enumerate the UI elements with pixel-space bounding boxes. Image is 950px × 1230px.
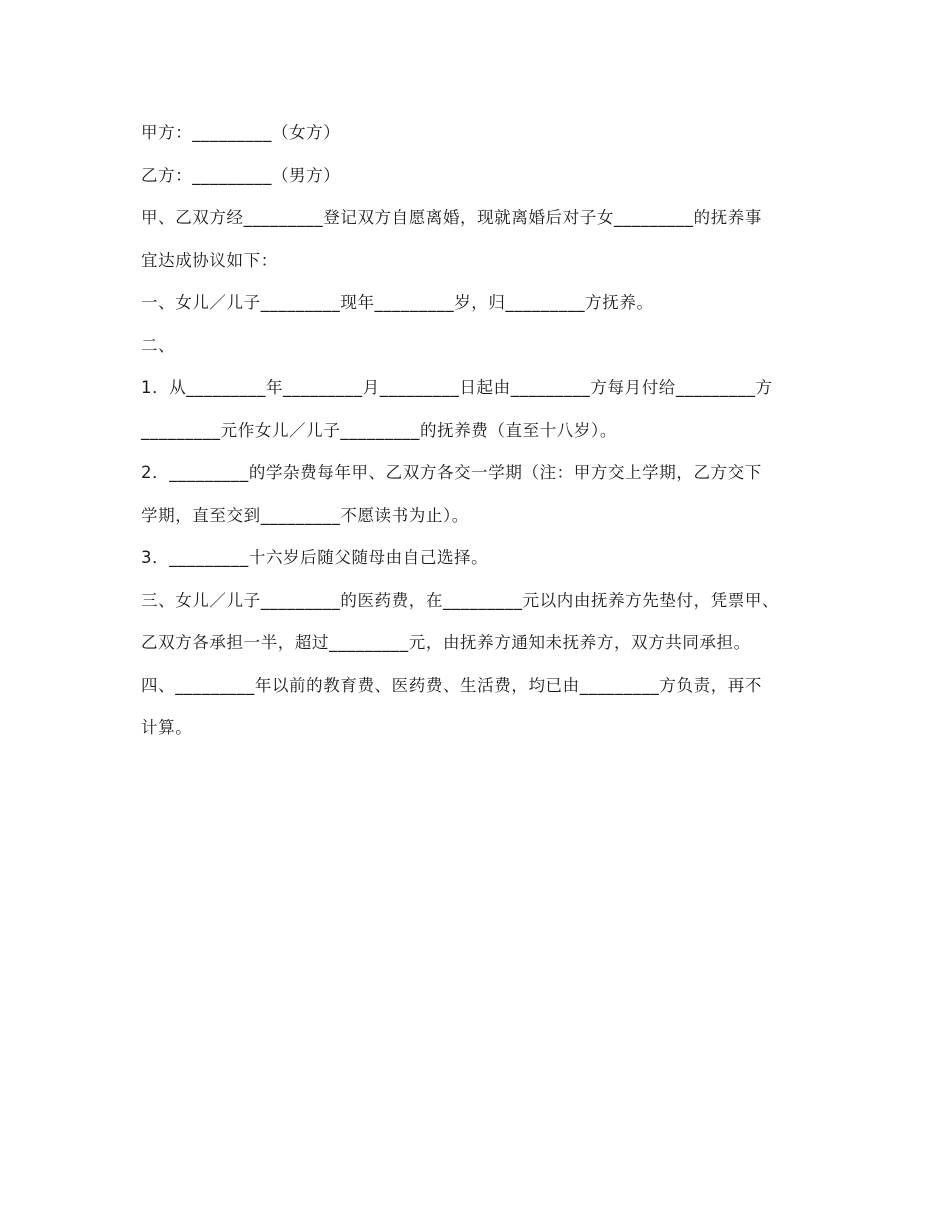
agreement-body xyxy=(141,112,831,750)
party-b-line: 乙方：_________（男方） xyxy=(141,165,341,185)
party-a-line: 甲方：_________（女方） xyxy=(141,123,341,142)
preamble-line-1: 甲、乙双方经_________登记双方自愿离婚，现就离婚后对子女_________的抚养事 xyxy=(141,208,762,227)
clause-two-item-2-line-1: 2．_________的学杂费每年甲、乙双方各交一学期（注：甲方交上学期，乙方交下 xyxy=(141,463,762,482)
preamble-line-2: 宜达成协议如下： xyxy=(141,250,278,270)
clause-one: 一、女儿／儿子_________现年_________岁，归_________方抚养。 xyxy=(141,293,654,312)
clause-two-heading: 二、 xyxy=(141,335,176,355)
clause-two-item-3: 3．_________十六岁后随父随母由自己选择。 xyxy=(141,548,489,567)
clause-four-line-2: 计算。 xyxy=(141,718,193,737)
clause-four-line-1: 四、_________年以前的教育费、医药费、生活费，均已由_________方负责，再不 xyxy=(141,675,762,695)
clause-two-item-1-line-1: 1．从_________年_________月_________日起由_________方每月付给_________方 xyxy=(141,378,773,397)
clause-three-line-1: 三、女儿／儿子_________的医药费，在_________元以内由抚养方先垫付，凭票甲、 xyxy=(141,590,780,610)
clause-two-item-1-line-2: _________元作女儿／儿子_________的抚养费（直至十八岁）。 xyxy=(141,420,617,440)
clause-three-line-2: 乙双方各承担一半，超过_________元，由抚养方通知未抚养方，双方共同承担。 xyxy=(141,633,751,652)
clause-two-item-2-line-2: 学期，直至交到_________不愿读书为止）。 xyxy=(141,505,469,525)
